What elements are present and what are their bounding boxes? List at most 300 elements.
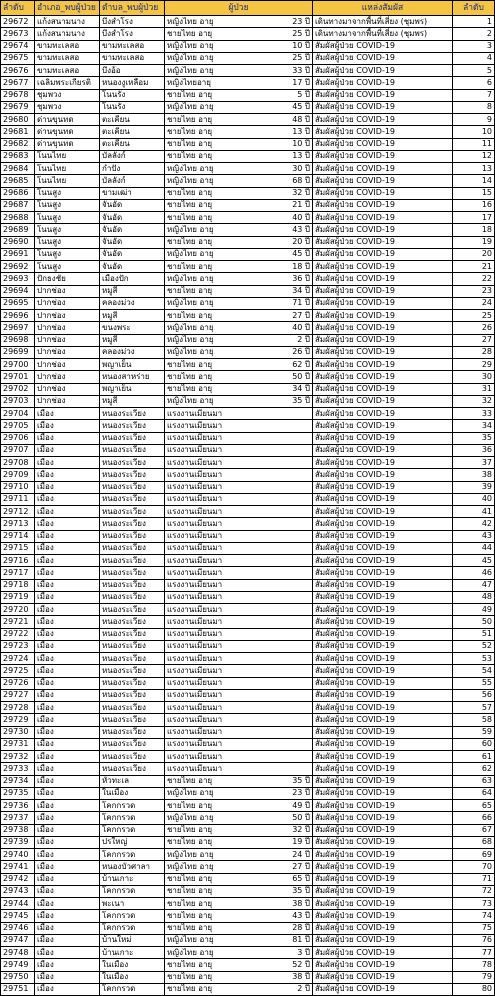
district-cell: ขามทะเลสอ (35, 65, 100, 77)
source-cell: สัมผัสผู้ป่วย COVID-19 (313, 579, 453, 591)
district-cell: เมือง (35, 493, 100, 505)
source-cell: สัมผัสผู้ป่วย COVID-19 (313, 640, 453, 652)
seq-cell: 64 (453, 787, 495, 799)
patient-cell (165, 947, 313, 959)
case-id-cell: 29710 (1, 481, 35, 493)
seq-cell: 28 (453, 346, 495, 358)
patient-cell (165, 444, 313, 456)
subdistrict-cell: โคกกรวด (100, 910, 165, 922)
table-row (1, 40, 495, 52)
district-cell: ปากช่อง (35, 310, 100, 322)
table-row (1, 898, 495, 910)
patient-age: 2 ปี (297, 335, 310, 345)
subdistrict-cell: โนนรัง (100, 89, 165, 101)
case-id-cell: 29699 (1, 346, 35, 358)
district-cell: เมือง (35, 420, 100, 432)
district-cell: เมือง (35, 506, 100, 518)
case-id-cell: 29738 (1, 824, 35, 836)
seq-cell: 7 (453, 89, 495, 101)
case-id-cell: 29693 (1, 273, 35, 285)
patient-cell (165, 898, 313, 910)
table-row (1, 922, 495, 934)
district-cell: โนนสูง (35, 224, 100, 236)
subdistrict-cell: โคกกรวด (100, 824, 165, 836)
case-id-cell: 29732 (1, 751, 35, 763)
patient-age: 49 ปี (292, 800, 310, 810)
case-id-cell: 29683 (1, 150, 35, 162)
table-row (1, 824, 495, 836)
subdistrict-cell: หนองระเวียง (100, 432, 165, 444)
table-row (1, 371, 495, 383)
patient-desc: แรงงานเมียนมา (167, 604, 223, 614)
table-row (1, 555, 495, 567)
patient-cell (165, 530, 313, 542)
patient-cell (165, 567, 313, 579)
patient-age: 2 ปี (297, 984, 310, 994)
table-row (1, 787, 495, 799)
subdistrict-cell: หนองระเวียง (100, 665, 165, 677)
case-id-cell: 29751 (1, 983, 35, 995)
case-id-cell: 29727 (1, 689, 35, 701)
district-cell: เมือง (35, 518, 100, 530)
patient-cell (165, 150, 313, 162)
table-row (1, 126, 495, 138)
patient-cell (165, 775, 313, 787)
case-id-cell: 29694 (1, 285, 35, 297)
seq-cell: 20 (453, 248, 495, 260)
table-row (1, 163, 495, 175)
source-cell: สัมผัสผู้ป่วย COVID-19 (313, 248, 453, 260)
seq-cell: 30 (453, 371, 495, 383)
patient-cell (165, 52, 313, 64)
district-cell: เมือง (35, 408, 100, 420)
district-cell: เมือง (35, 947, 100, 959)
patient-desc: แรงงานเมียนมา (167, 739, 223, 749)
source-cell: สัมผัสผู้ป่วย COVID-19 (313, 812, 453, 824)
case-id-cell: 29714 (1, 530, 35, 542)
subdistrict-cell: ในเมือง (100, 971, 165, 983)
seq-cell: 9 (453, 114, 495, 126)
district-cell: เมือง (35, 738, 100, 750)
seq-cell: 70 (453, 861, 495, 873)
source-cell: สัมผัสผู้ป่วย COVID-19 (313, 212, 453, 224)
subdistrict-cell: จันอัด (100, 224, 165, 236)
patient-desc: แรงงานเมียนมา (167, 751, 223, 761)
patient-desc: ชายไทย อายุ (167, 359, 213, 369)
patient-age: 10 ปี (292, 139, 310, 149)
subdistrict-cell: หนองงูเหลือม (100, 77, 165, 89)
table-row (1, 518, 495, 530)
subdistrict-cell: หนองสาหร่าย (100, 371, 165, 383)
table-row (1, 775, 495, 787)
patient-desc: แรงงานเมียนมา (167, 702, 223, 712)
district-cell: เมือง (35, 653, 100, 665)
patient-desc: หญิงไทย อายุ (167, 53, 214, 63)
source-cell: สัมผัสผู้ป่วย COVID-19 (313, 738, 453, 750)
table-row (1, 604, 495, 616)
source-cell: สัมผัสผู้ป่วย COVID-19 (313, 469, 453, 481)
patient-cell (165, 310, 313, 322)
patient-desc: ชายไทย อายุ (167, 139, 213, 149)
source-cell: สัมผัสผู้ป่วย COVID-19 (313, 187, 453, 199)
case-id-cell: 29682 (1, 138, 35, 150)
patient-cell (165, 261, 313, 273)
patient-cell (165, 653, 313, 665)
patient-cell (165, 885, 313, 897)
patient-cell (165, 322, 313, 334)
case-id-cell: 29728 (1, 702, 35, 714)
patient-desc: หญิงไทย อายุ (167, 298, 214, 308)
table-row (1, 800, 495, 812)
source-cell: สัมผัสผู้ป่วย COVID-19 (313, 726, 453, 738)
subdistrict-cell: หนองระเวียง (100, 579, 165, 591)
patient-cell (165, 297, 313, 309)
district-cell: เมือง (35, 702, 100, 714)
seq-cell: 49 (453, 604, 495, 616)
source-cell: สัมผัสผู้ป่วย COVID-19 (313, 297, 453, 309)
district-cell: เมือง (35, 898, 100, 910)
seq-cell: 74 (453, 910, 495, 922)
patient-cell (165, 873, 313, 885)
seq-cell: 22 (453, 273, 495, 285)
table-row (1, 114, 495, 126)
header-id: ลำดับ (1, 1, 35, 16)
district-cell: เมือง (35, 604, 100, 616)
subdistrict-cell: ในเมือง (100, 787, 165, 799)
district-cell: ปากช่อง (35, 334, 100, 346)
case-id-cell: 29723 (1, 640, 35, 652)
case-id-cell: 29704 (1, 408, 35, 420)
source-cell: สัมผัสผู้ป่วย COVID-19 (313, 800, 453, 812)
patient-desc: แรงงานเมียนมา (167, 518, 223, 528)
source-cell: สัมผัสผู้ป่วย COVID-19 (313, 163, 453, 175)
seq-cell: 47 (453, 579, 495, 591)
seq-cell: 27 (453, 334, 495, 346)
patient-age: 25 ปี (292, 28, 310, 38)
seq-cell: 56 (453, 689, 495, 701)
seq-cell: 21 (453, 261, 495, 273)
seq-cell: 46 (453, 567, 495, 579)
district-cell: ปากช่อง (35, 285, 100, 297)
subdistrict-cell: หนองระเวียง (100, 714, 165, 726)
patient-desc: หญิงไทย อายุ (167, 65, 214, 75)
district-cell: เมือง (35, 983, 100, 995)
table-row (1, 910, 495, 922)
subdistrict-cell: พะเนา (100, 898, 165, 910)
subdistrict-cell: หนองระเวียง (100, 555, 165, 567)
seq-cell: 24 (453, 297, 495, 309)
subdistrict-cell: บัลลังก์ (100, 150, 165, 162)
patient-desc: แรงงานเมียนมา (167, 592, 223, 602)
subdistrict-cell: หนองระเวียง (100, 481, 165, 493)
case-id-cell: 29729 (1, 714, 35, 726)
case-id-cell: 29749 (1, 959, 35, 971)
case-id-cell: 29720 (1, 604, 35, 616)
subdistrict-cell: หนองระเวียง (100, 653, 165, 665)
table-row (1, 542, 495, 554)
source-cell: สัมผัสผู้ป่วย COVID-19 (313, 310, 453, 322)
case-id-cell: 29726 (1, 677, 35, 689)
seq-cell: 69 (453, 849, 495, 861)
table-row (1, 457, 495, 469)
case-id-cell: 29748 (1, 947, 35, 959)
table-row (1, 395, 495, 407)
patient-cell (165, 493, 313, 505)
case-id-cell: 29744 (1, 898, 35, 910)
seq-cell: 63 (453, 775, 495, 787)
patient-desc: ชายไทย อายุ (167, 188, 213, 198)
header-subdistrict: ตำบล_พบผู้ป่วย (100, 1, 165, 16)
district-cell: โนนไทย (35, 163, 100, 175)
case-id-cell: 29725 (1, 665, 35, 677)
subdistrict-cell: คลองม่วง (100, 346, 165, 358)
seq-cell: 16 (453, 199, 495, 211)
district-cell: เมือง (35, 457, 100, 469)
patient-desc: แรงงานเมียนมา (167, 420, 223, 430)
district-cell: เมือง (35, 714, 100, 726)
patient-cell (165, 236, 313, 248)
table-row (1, 873, 495, 885)
subdistrict-cell: บ้านใหม่ (100, 934, 165, 946)
case-id-cell: 29672 (1, 16, 35, 28)
table-row (1, 285, 495, 297)
patient-cell (165, 763, 313, 775)
subdistrict-cell: โคกกรวด (100, 983, 165, 995)
seq-cell: 41 (453, 506, 495, 518)
seq-cell: 58 (453, 714, 495, 726)
case-id-cell: 29733 (1, 763, 35, 775)
seq-cell: 66 (453, 812, 495, 824)
subdistrict-cell: หนองระเวียง (100, 444, 165, 456)
case-id-cell: 29697 (1, 322, 35, 334)
district-cell: เมือง (35, 567, 100, 579)
patient-cell (165, 469, 313, 481)
source-cell: สัมผัสผู้ป่วย COVID-19 (313, 114, 453, 126)
patient-desc: หญิงไทย อายุ (167, 849, 214, 859)
patient-age: 3 ปี (297, 947, 310, 957)
patient-desc: ชายไทย อายุ (167, 371, 213, 381)
district-cell: เมือง (35, 616, 100, 628)
source-cell: สัมผัสผู้ป่วย COVID-19 (313, 849, 453, 861)
seq-cell: 23 (453, 285, 495, 297)
seq-cell: 4 (453, 52, 495, 64)
subdistrict-cell: หนองระเวียง (100, 420, 165, 432)
district-cell: เมือง (35, 530, 100, 542)
seq-cell: 12 (453, 150, 495, 162)
patient-cell (165, 971, 313, 983)
source-cell: สัมผัสผู้ป่วย COVID-19 (313, 983, 453, 995)
patient-desc: หญิงไทยอายุ (167, 77, 211, 87)
patient-desc: หญิงไทย อายุ (167, 947, 214, 957)
case-id-cell: 29722 (1, 628, 35, 640)
district-cell: เมือง (35, 836, 100, 848)
patient-desc: แรงงานเมียนมา (167, 543, 223, 553)
patient-desc: ชายไทย อายุ (167, 898, 213, 908)
patient-desc: ชายไทย อายุ (167, 959, 213, 969)
patient-age: 34 ปี (292, 384, 310, 394)
patient-cell (165, 77, 313, 89)
patient-desc: หญิงไทย อายุ (167, 347, 214, 357)
header-source: แหล่งสัมผัส (313, 1, 453, 16)
patient-age: 71 ปี (292, 298, 310, 308)
header-seq: ลำดับ (453, 1, 495, 16)
source-cell: เดินทางมาจากพื้นที่เสี่ยง (ชุมพร) (313, 16, 453, 28)
subdistrict-cell: หมูสี (100, 285, 165, 297)
seq-cell: 29 (453, 359, 495, 371)
seq-cell: 33 (453, 408, 495, 420)
subdistrict-cell: โคกกรวด (100, 800, 165, 812)
seq-cell: 17 (453, 212, 495, 224)
case-id-cell: 29746 (1, 922, 35, 934)
source-cell: สัมผัสผู้ป่วย COVID-19 (313, 959, 453, 971)
district-cell: เมือง (35, 824, 100, 836)
patient-age: 24 ปี (292, 849, 310, 859)
patient-age: 45 ปี (292, 102, 310, 112)
case-id-cell: 29707 (1, 444, 35, 456)
subdistrict-cell: พญาเย็น (100, 383, 165, 395)
source-cell: สัมผัสผู้ป่วย COVID-19 (313, 628, 453, 640)
case-id-cell: 29736 (1, 800, 35, 812)
seq-cell: 25 (453, 310, 495, 322)
patient-age: 26 ปี (292, 347, 310, 357)
subdistrict-cell: จันอัด (100, 261, 165, 273)
case-id-cell: 29703 (1, 395, 35, 407)
patient-age: 35 ปี (292, 396, 310, 406)
source-cell: สัมผัสผู้ป่วย COVID-19 (313, 285, 453, 297)
subdistrict-cell: หมูสี (100, 310, 165, 322)
source-cell: สัมผัสผู้ป่วย COVID-19 (313, 138, 453, 150)
subdistrict-cell: หนองระเวียง (100, 542, 165, 554)
table-row (1, 738, 495, 750)
subdistrict-cell: บัลลังก์ (100, 175, 165, 187)
subdistrict-cell: หนองระเวียง (100, 628, 165, 640)
subdistrict-cell: ปรใหญ่ (100, 836, 165, 848)
case-id-cell: 29716 (1, 555, 35, 567)
case-id-cell: 29689 (1, 224, 35, 236)
subdistrict-cell: ขนงพระ (100, 322, 165, 334)
patient-cell (165, 224, 313, 236)
patient-cell (165, 395, 313, 407)
source-cell: สัมผัสผู้ป่วย COVID-19 (313, 432, 453, 444)
seq-cell: 13 (453, 163, 495, 175)
subdistrict-cell: จันอัด (100, 212, 165, 224)
patient-desc: หญิงไทย อายุ (167, 16, 214, 26)
case-id-cell: 29685 (1, 175, 35, 187)
patient-age: 13 ปี (292, 126, 310, 136)
patient-age: 52 ปี (292, 959, 310, 969)
patient-desc: ชายไทย อายุ (167, 126, 213, 136)
district-cell: ปากช่อง (35, 297, 100, 309)
source-cell: สัมผัสผู้ป่วย COVID-19 (313, 359, 453, 371)
subdistrict-cell: บึงอ้อ (100, 65, 165, 77)
district-cell: ด่านขุนทด (35, 126, 100, 138)
subdistrict-cell: ตะเคียน (100, 138, 165, 150)
case-id-cell: 29705 (1, 420, 35, 432)
patient-desc: หญิงไทย อายุ (167, 788, 214, 798)
seq-cell: 35 (453, 432, 495, 444)
table-row (1, 983, 495, 995)
table-row (1, 89, 495, 101)
district-cell: โนนสูง (35, 236, 100, 248)
patient-age: 40 ปี (292, 212, 310, 222)
seq-cell: 11 (453, 138, 495, 150)
table-row (1, 567, 495, 579)
district-cell: ปากช่อง (35, 359, 100, 371)
patient-desc: แรงงานเมียนมา (167, 678, 223, 688)
subdistrict-cell: บ้านเกาะ (100, 947, 165, 959)
table-row (1, 150, 495, 162)
subdistrict-cell: หนองระเวียง (100, 738, 165, 750)
subdistrict-cell: หนองระเวียง (100, 702, 165, 714)
seq-cell: 80 (453, 983, 495, 995)
source-cell: สัมผัสผู้ป่วย COVID-19 (313, 861, 453, 873)
patient-desc: ชายไทย อายุ (167, 28, 213, 38)
district-cell: โนนไทย (35, 175, 100, 187)
patient-desc: ชายไทย อายุ (167, 837, 213, 847)
seq-cell: 57 (453, 702, 495, 714)
patient-cell (165, 604, 313, 616)
patient-cell (165, 542, 313, 554)
table-row (1, 763, 495, 775)
case-id-cell: 29743 (1, 885, 35, 897)
patient-desc: แรงงานเมียนมา (167, 653, 223, 663)
subdistrict-cell: ตะเคียน (100, 126, 165, 138)
source-cell: สัมผัสผู้ป่วย COVID-19 (313, 346, 453, 358)
subdistrict-cell: หมูสี (100, 395, 165, 407)
patient-cell (165, 101, 313, 113)
seq-cell: 32 (453, 395, 495, 407)
patient-desc: ชายไทย อายุ (167, 310, 213, 320)
patient-desc: ชายไทย อายุ (167, 886, 213, 896)
seq-cell: 42 (453, 518, 495, 530)
case-id-cell: 29711 (1, 493, 35, 505)
table-row (1, 836, 495, 848)
patient-desc: ชายไทย อายุ (167, 384, 213, 394)
source-cell: สัมผัสผู้ป่วย COVID-19 (313, 481, 453, 493)
district-cell: เมือง (35, 849, 100, 861)
case-id-cell: 29745 (1, 910, 35, 922)
case-id-cell: 29750 (1, 971, 35, 983)
case-id-cell: 29712 (1, 506, 35, 518)
patient-desc: ชายไทย อายุ (167, 800, 213, 810)
table-row (1, 420, 495, 432)
subdistrict-cell: จันอัด (100, 236, 165, 248)
seq-cell: 62 (453, 763, 495, 775)
subdistrict-cell: หนองระเวียง (100, 457, 165, 469)
patient-desc: หญิงไทย อายุ (167, 41, 214, 51)
patient-age: 40 ปี (292, 322, 310, 332)
district-cell: โนนสูง (35, 187, 100, 199)
source-cell: สัมผัสผู้ป่วย COVID-19 (313, 101, 453, 113)
case-id-cell: 29696 (1, 310, 35, 322)
district-cell: เมือง (35, 910, 100, 922)
patient-desc: หญิงไทย อายุ (167, 163, 214, 173)
case-id-cell: 29686 (1, 187, 35, 199)
subdistrict-cell: ขามทะเลสอ (100, 40, 165, 52)
seq-cell: 1 (453, 16, 495, 28)
case-id-cell: 29676 (1, 65, 35, 77)
table-row (1, 959, 495, 971)
patient-cell (165, 579, 313, 591)
table-row (1, 628, 495, 640)
district-cell: ปักธงชัย (35, 273, 100, 285)
table-row (1, 653, 495, 665)
source-cell: สัมผัสผู้ป่วย COVID-19 (313, 898, 453, 910)
patient-desc: แรงงานเมียนมา (167, 629, 223, 639)
source-cell: สัมผัสผู้ป่วย COVID-19 (313, 934, 453, 946)
district-cell: เมือง (35, 751, 100, 763)
case-id-cell: 29691 (1, 248, 35, 260)
